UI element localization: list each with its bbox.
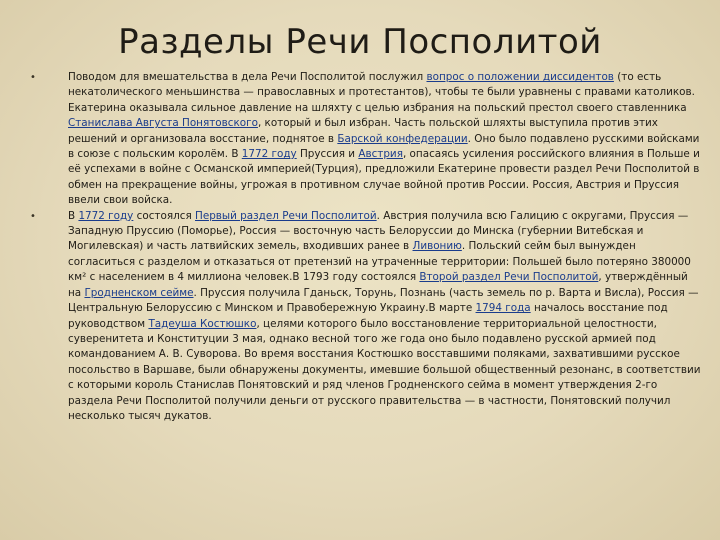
hyperlink[interactable]: Второй раздел Речи Посполитой [419,271,599,284]
hyperlink[interactable]: 1794 года [475,302,531,315]
paragraph-text-segment: , опасаясь усиления российского влияния в Польше и её успехами в войне с Османской империей(Турция), предложили Екатерине провести раздел Речи Посполитой в обмен на прекращение войны, угрожая в противном случае войной против России. Россия, Австрия и Пруссия ввели свои войска. [68,148,700,207]
bullet-dot-icon: • [30,72,36,83]
paragraph-text-segment: . Пруссия получила Гданьск, Торунь, Познань (часть земель по р. Варта и Висла), Россия — Центральную Белоруссию с Минском и Правобережную Украину.В марте [68,286,699,315]
hyperlink[interactable]: вопрос о положении диссидентов [426,71,614,83]
paragraph-text-segment: началось восстание под руководством [68,302,668,330]
paragraph-text-segment: состоялся [133,209,195,222]
hyperlink[interactable]: Первый раздел Речи Посполитой [195,209,377,222]
hyperlink[interactable]: Станислава Августа Понятовского [68,117,258,130]
paragraph-text-segment: . Польский сейм был вынужден согласиться с разделом и отказаться от претензий на утраченные территории: Польшей было потеряно 380000 км² с населением в 4 миллиона человек.В 1793 году состоялся [68,240,691,284]
paragraph-text [68,71,700,206]
paragraph-text-segment: . Оно было подавлено русскими войсками в союзе с польским королём. В [68,132,700,161]
hyperlink[interactable]: Тадеуша Костюшко [148,317,257,330]
paragraph-text-segment: , утверждённый на [68,271,688,299]
hyperlink[interactable]: 1772 году [241,148,297,161]
hyperlink[interactable]: Барской конфедерации [337,132,468,145]
bullet-item [30,209,702,425]
bullet-dot-icon: • [30,210,36,222]
paragraph-text-segment: Поводом для вмешательства в дела Речи Посполитой послужил [68,71,427,83]
hyperlink[interactable]: Австрия [358,148,403,161]
paragraph-text [68,210,701,422]
paragraph-text-segment: , целями которого было восстановление территориальной целостности, суверенитета и Конституции 3 мая, однако весной того же года оно было подавлено русской армией под командованием А. В. Суворова. Во время восстания Костюшко восставшими поляками, захватившими русское посольство в Варшаве, были обнаружены документы, имевшие большой общественный резонанс, в соответствии с которыми король Станислав Понятовский и ряд членов Гродненского сейма в момент утверждения 2-го раздела Речи Посполитой получили деньги от русского правительства — в частности, Понятовский получил несколько тысяч дукатов. [68,317,701,422]
paragraph-text-segment: В [68,209,79,222]
hyperlink[interactable]: 1772 году [78,209,134,222]
slide-title: Разделы Речи Посполитой [118,22,602,62]
paragraph-text-segment: . Австрия получила всю Галицию с округами, Пруссия — Западную Пруссию (Поморье), Россия — восточную часть Белоруссии до Минска (губернии Витебская и Могилевская) и часть латвийских земель, входивших ранее в [68,209,689,253]
paragraph-text-segment: , который и был избран. Часть польской шляхты выступила против этих решений и организовала восстание, поднятое в [68,117,658,145]
hyperlink[interactable]: Гродненском сейме [84,286,194,299]
bullet-list [30,70,702,424]
hyperlink[interactable]: Ливонию [412,240,462,253]
paragraph-text-segment: Пруссия и [296,148,359,161]
bullet-item [30,70,702,209]
paragraph-text-segment: (то есть некатолического меньшинства — православных и протестантов), чтобы те были уравнены с правами католиков. Екатерина оказывала сильное давление на шляхту с целью избрания на польский престол своего ставленника [68,71,695,114]
